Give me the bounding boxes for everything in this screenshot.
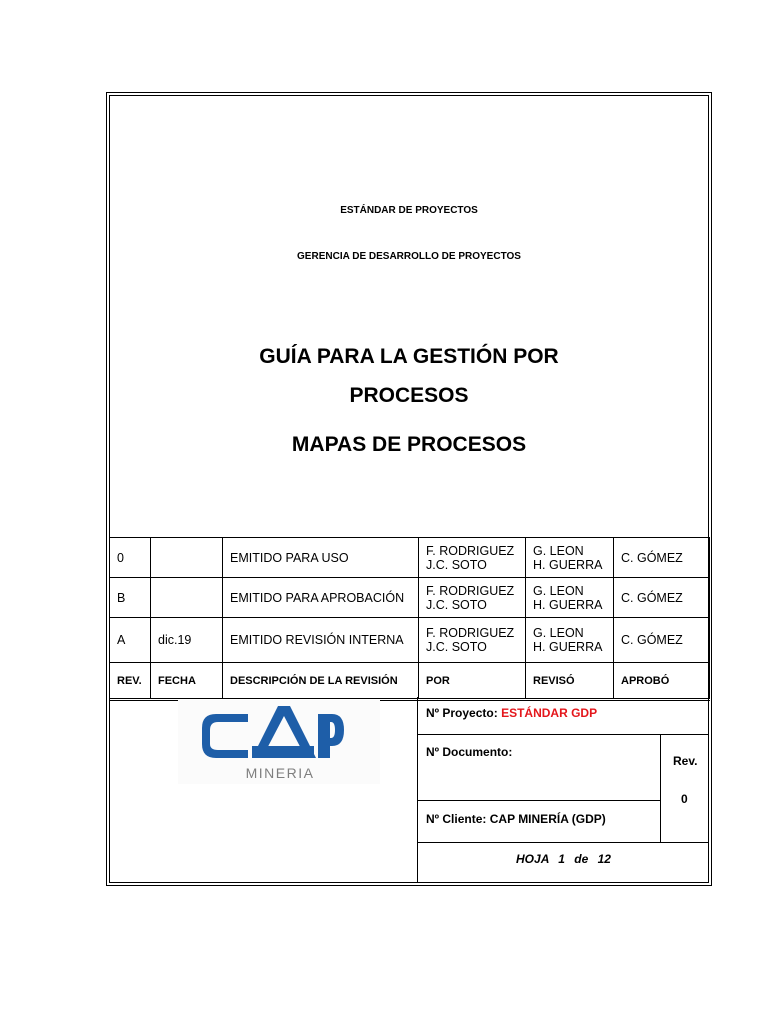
revision-row — [110, 578, 710, 618]
rev-label: Rev. — [673, 754, 698, 768]
footer-divider — [417, 800, 660, 801]
title-line-3: MAPAS DE PROCESOS — [291, 433, 527, 456]
column-header-descripcion: DESCRIPCIÓN DE LA REVISIÓN — [223, 663, 419, 700]
revision-table — [109, 537, 710, 701]
cliente-field — [426, 812, 606, 826]
reviso-name-2: H. GUERRA — [533, 640, 603, 654]
footer-divider-rev — [660, 734, 661, 842]
rev-cell: 0 — [110, 538, 151, 578]
column-header-por: POR — [419, 663, 526, 700]
por-cell — [419, 578, 526, 618]
descripcion-cell: EMITIDO PARA USO — [223, 538, 419, 578]
reviso-cell — [526, 618, 614, 663]
fecha-cell — [151, 538, 223, 578]
rev-cell: B — [110, 578, 151, 618]
revision-header-row — [110, 663, 710, 700]
column-header-aprobo: APROBÓ — [614, 663, 710, 700]
reviso-name-1: G. LEON — [533, 543, 584, 558]
header-standard: ESTÁNDAR DE PROYECTOS — [340, 205, 478, 216]
por-name-1: F. RODRIGUEZ — [426, 583, 515, 598]
fecha-cell — [151, 578, 223, 618]
aprobo-cell: C. GÓMEZ — [614, 578, 710, 618]
column-header-fecha: FECHA — [151, 663, 223, 700]
cliente-label: Nº Cliente: — [426, 812, 487, 826]
cap-mineria-logo — [178, 700, 380, 784]
cliente-value: CAP MINERÍA (GDP) — [489, 812, 606, 826]
fecha-cell: dic.19 — [151, 618, 223, 663]
revision-row — [110, 618, 710, 663]
footer-divider — [417, 734, 709, 735]
revision-row — [110, 538, 710, 578]
header-department: GERENCIA DE DESARROLLO DE PROYECTOS — [297, 251, 521, 262]
por-cell — [419, 618, 526, 663]
proyecto-field — [426, 706, 597, 720]
reviso-name-1: G. LEON — [533, 626, 584, 640]
hoja-label: HOJA — [516, 852, 549, 866]
descripcion-cell: EMITIDO REVISIÓN INTERNA — [223, 618, 419, 663]
cap-logo-graphic — [178, 700, 380, 784]
documento-label: Nº Documento: — [426, 745, 513, 759]
proyecto-value: ESTÁNDAR GDP — [501, 706, 598, 720]
por-name-2: J.C. SOTO — [426, 557, 487, 572]
reviso-name-2: H. GUERRA — [533, 597, 603, 612]
por-name-2: J.C. SOTO — [426, 640, 487, 654]
reviso-cell — [526, 578, 614, 618]
rev-value: 0 — [681, 792, 688, 806]
rev-cell: A — [110, 618, 151, 663]
title-line-1: GUÍA PARA LA GESTIÓN POR — [259, 345, 559, 368]
logo-sub-text: MINERIA — [245, 765, 315, 781]
reviso-name-1: G. LEON — [533, 583, 584, 598]
reviso-cell — [526, 538, 614, 578]
aprobo-cell: C. GÓMEZ — [614, 538, 710, 578]
proyecto-label: Nº Proyecto: — [426, 706, 498, 720]
reviso-name-2: H. GUERRA — [533, 557, 603, 572]
column-header-reviso: REVISÓ — [526, 663, 614, 700]
title-line-2: PROCESOS — [349, 384, 469, 407]
hoja-value: 1 de 12 — [558, 852, 611, 866]
por-name-1: F. RODRIGUEZ — [426, 626, 515, 640]
column-header-rev: REV. — [110, 663, 151, 700]
por-name-1: F. RODRIGUEZ — [426, 543, 515, 558]
hoja-field — [418, 852, 709, 866]
aprobo-cell: C. GÓMEZ — [614, 618, 710, 663]
por-name-2: J.C. SOTO — [426, 597, 487, 612]
por-cell — [419, 538, 526, 578]
footer-divider — [417, 842, 709, 843]
descripcion-cell: EMITIDO PARA APROBACIÓN — [223, 578, 419, 618]
